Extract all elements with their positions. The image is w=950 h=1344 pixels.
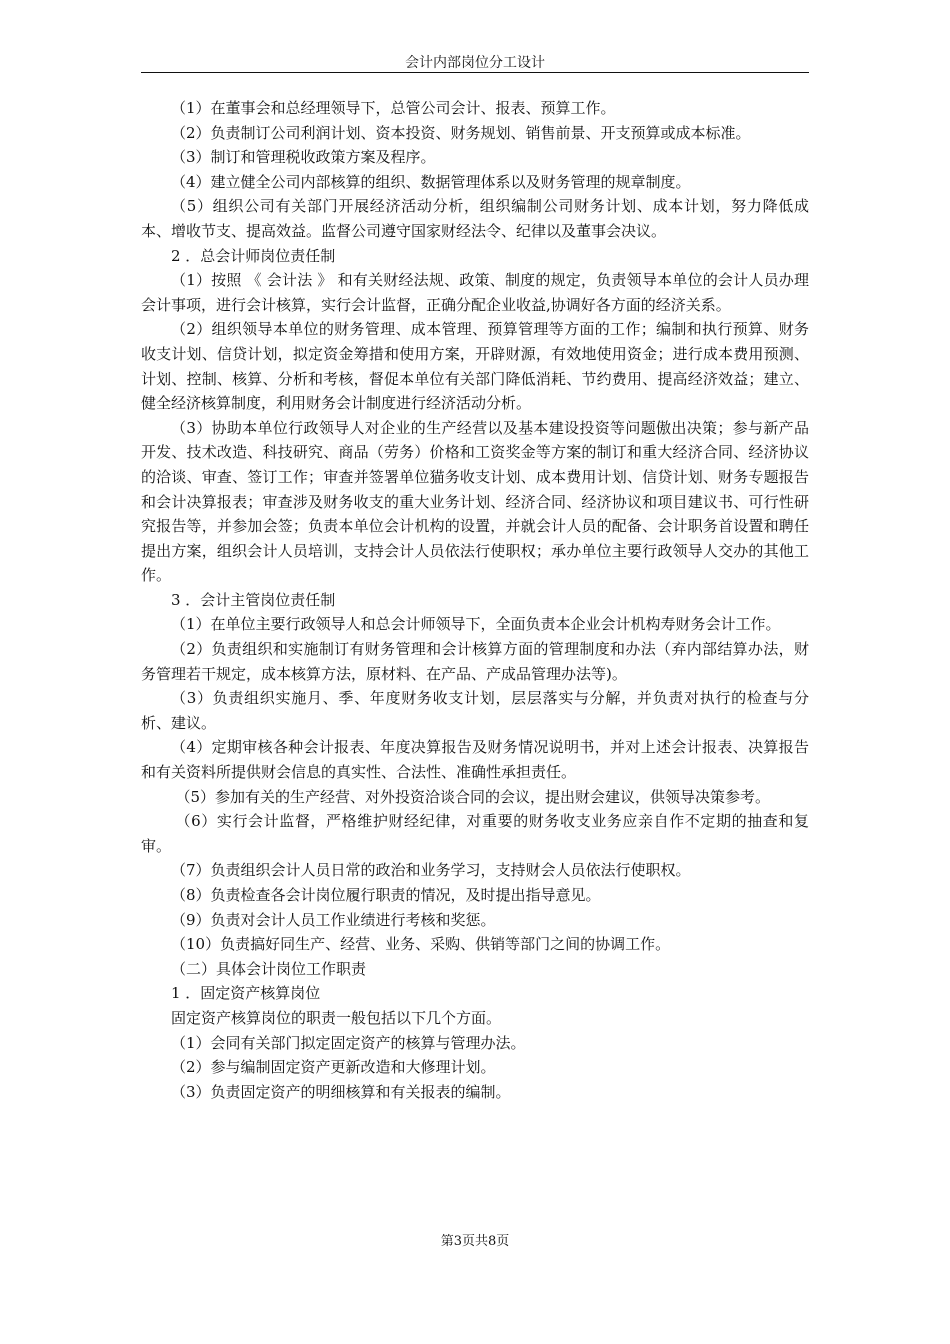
paragraph: 1 ．固定资产核算岗位 [171, 984, 321, 1003]
paragraph: （2）参与编制固定资产更新改造和大修理计划。 [171, 1058, 496, 1077]
paragraph: （8）负责检查各会计岗位履行职责的情况，及时提出指导意见。 [171, 886, 601, 904]
paragraph: （2）负责组织和实施制订有财务管理和会计核算方面的管理制度和办法（弃内部结算办法，财务管理若干规定，成本核算方法，原材料、在产品、产成品管理办法等)。 [141, 640, 809, 683]
paragraph: （5）参加有关的生产经营、对外投资洽谈合同的会议，提出财会建议，供领导决策参考。 [175, 787, 771, 806]
document-body [141, 96, 809, 1104]
paragraph: （4）建立健全公司内部核算的组织、数据管理体系以及财务管理的规章制度。 [171, 172, 691, 191]
header-rule [141, 72, 809, 73]
paragraph: （3）负责固定资产的明细核算和有关报表的编制。 [171, 1082, 511, 1101]
paragraph: （3）协助本单位行政领导人对企业的生产经营以及基本建设投资等问题傲出决策；参与新产品开发、技术改造、科技研究、商品（劳务）价格和工资奖金等方案的制订和重大经济合同、经济协议的洽谈、审查、签订工作；审查并签署单位猫务收支计划、成本费用计划、信贷计划、财务专题报告和会计决算报表；审查涉及财务收支的重大业务计划、经济合同、经济协议和项目建议书、可行性研究报告等，并参加会签；负责本单位会计机构的设置，并就会计人员的配备、会计职务首设置和聘任提出方案，组织会计人员培训，支持会计人员依法行使职权；承办单位主要行政领导人交办的其他工作。 [141, 418, 809, 585]
paragraph: （二）具体会计岗位工作职责 [171, 959, 367, 978]
paragraph: （7）负责组织会计人员日常的政治和业务学习，支持财会人员依法行使职权。 [171, 861, 691, 880]
paragraph: （2）组织领导本单位的财务管理、成本管理、预算管理等方面的工作；编制和执行预算、财务收支计划、信贷计划，拟定资金筹措和使用方案，开辟财源，有效地使用资金；进行成本费用预测、计划、控制、核算、分析和考核，督促本单位有关部门降低消耗、节约费用、提高经济效益；建立、健全经济核算制度，利用财务会计制度进行经济活动分析。 [141, 320, 809, 413]
page-header: 会计内部岗位分工设计 [405, 55, 545, 71]
paragraph: （1）按照 《 会计法 》 和有关财经法规、政策、制度的规定，负责领导本单位的会计人员办理会计事项，进行会计核算，实行会计监督，正确分配企业收益,协调好各方面的经济关系。 [141, 271, 809, 314]
paragraph: （6）实行会计监督，严格维护财经纪律，对重要的财务收支业务应亲自作不定期的抽查和复审。 [141, 812, 809, 855]
paragraph: （2）负责制订公司利润计划、资本投资、财务规划、销售前景、开支预算或成本标准。 [171, 123, 751, 142]
paragraph: 2 ．总会计师岗位责任制 [171, 246, 336, 265]
page-footer: 第3页共8页 [440, 1234, 510, 1249]
paragraph: （4）定期审核各种会计报表、年度决算报告及财务情况说明书，并对上述会计报表、决算报告和有关资料所提供财会信息的真实性、合法性、准确性承担责任。 [141, 738, 809, 782]
paragraph: （3）制订和管理税收政策方案及程序。 [171, 148, 436, 167]
paragraph: 3 ．会计主管岗位责任制 [171, 590, 336, 609]
paragraph: （3）负责组织实施月、季、年度财务收支计划，层层落实与分解，并负责对执行的检查与分析、建议。 [141, 689, 809, 732]
paragraph: （1）在董事会和总经理领导下，总管公司会计、报表、预算工作。 [171, 99, 616, 117]
paragraph: （1）在单位主要行政领导人和总会计师领导下，全面负责本企业会计机构寿财务会计工作。 [171, 615, 781, 634]
paragraph: （5）组织公司有关部门开展经济活动分析，组织编制公司财务计划、成本计划，努力降低成本、增收节支、提高效益。监督公司遵守国家财经法令、纪律以及董事会决议。 [141, 197, 809, 240]
paragraph: （9）负责对会计人员工作业绩进行考核和奖惩。 [171, 910, 496, 929]
paragraph: 固定资产核算岗位的职责一般包括以下几个方面。 [171, 1008, 502, 1027]
paragraph: （1）会同有关部门拟定固定资产的核算与管理办法。 [171, 1033, 526, 1052]
paragraph: （10）负责搞好同生产、经营、业务、采购、供销等部门之间的协调工作。 [171, 935, 671, 954]
